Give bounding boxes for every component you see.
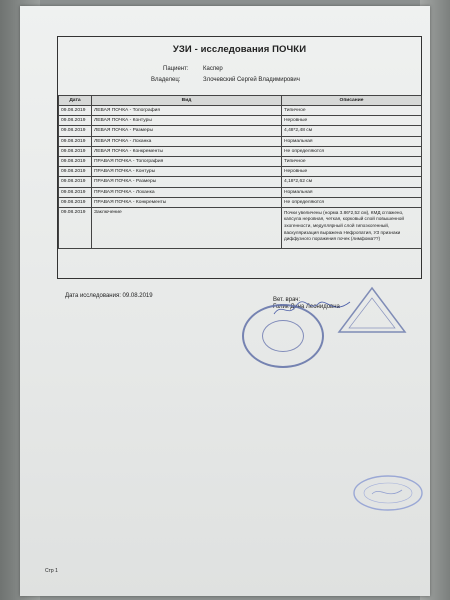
header-description: Описание <box>282 96 422 106</box>
cell-description: Типичное <box>282 106 422 116</box>
cell-date: 09.08.2019 <box>59 146 92 156</box>
oval-stamp <box>352 474 424 512</box>
cell-date: 09.08.2019 <box>59 156 92 166</box>
patient-label: Пациент: <box>163 66 189 72</box>
header-date: Дата <box>59 96 92 106</box>
cell-description: Не определяются <box>282 197 422 207</box>
cell-date: 09.08.2019 <box>59 177 92 187</box>
cell-type: ЛЕВАЯ ПОЧКА - Топография <box>92 106 282 116</box>
cell-type: ЛЕВАЯ ПОЧКА - Контуры <box>92 116 282 126</box>
round-stamp <box>242 304 324 368</box>
cell-date: 09.08.2019 <box>59 207 92 248</box>
cell-date: 09.08.2019 <box>59 126 92 136</box>
vet-name: Голик Дина Леонидовна <box>273 304 340 310</box>
paper-sheet <box>20 6 430 596</box>
table-row <box>59 156 422 166</box>
cell-type: ЛЕВАЯ ПОЧКА - Конкременты <box>92 146 282 156</box>
cell-date: 09.08.2019 <box>59 187 92 197</box>
table-row <box>59 146 422 156</box>
table-row <box>59 116 422 126</box>
patient-value: Каспер <box>203 66 223 72</box>
header-type: Вид <box>92 96 282 106</box>
cell-description: Нормальная <box>282 136 422 146</box>
table-row <box>59 106 422 116</box>
cell-date: 09.08.2019 <box>59 106 92 116</box>
cell-description: Неровные <box>282 116 422 126</box>
table-row <box>59 136 422 146</box>
round-stamp-inner <box>262 320 304 352</box>
table-row <box>59 167 422 177</box>
cell-description: Неровные <box>282 167 422 177</box>
cell-date: 09.08.2019 <box>59 197 92 207</box>
cell-description: Типичное <box>282 156 422 166</box>
cell-type: ЛЕВАЯ ПОЧКА - Лоханка <box>92 136 282 146</box>
cell-conclusion-text: Почки увеличены (норма 3.86*2,52 см), КМД сглажено, капсула неровная, четкая, корковый слой повышенной эхогенности, медуллярный слой гипоэхогенный, васкуляризация выражена Нефропатия, УЗ признаки диффузного поражения почек (лимфома??) <box>282 207 422 248</box>
cell-date: 09.08.2019 <box>59 136 92 146</box>
cell-description: Не определяются <box>282 146 422 156</box>
page-number: Стр 1 <box>45 568 58 574</box>
results-table <box>58 95 422 249</box>
table-row-conclusion <box>59 207 422 248</box>
cell-type: ПРАВАЯ ПОЧКА - Лоханка <box>92 187 282 197</box>
exam-date: Дата исследования: 09.08.2019 <box>65 293 153 299</box>
owner-label: Владелец: <box>151 77 181 83</box>
table-row <box>59 126 422 136</box>
table-row <box>59 177 422 187</box>
vet-label: Вет. врач: <box>273 297 301 303</box>
owner-value: Злочевский Сергей Владимирович <box>203 77 300 83</box>
cell-description: Нормальная <box>282 187 422 197</box>
cell-type: ПРАВАЯ ПОЧКА - Конкременты <box>92 197 282 207</box>
cell-type: ЛЕВАЯ ПОЧКА - Размеры <box>92 126 282 136</box>
cell-date: 09.08.2019 <box>59 116 92 126</box>
document-title: УЗИ - исследования ПОЧКИ <box>172 44 307 55</box>
cell-type: ПРАВАЯ ПОЧКА - Контуры <box>92 167 282 177</box>
table-row <box>59 187 422 197</box>
triangle-stamp <box>337 286 407 336</box>
table-row <box>59 197 422 207</box>
report-frame <box>57 36 422 279</box>
cell-type: Заключение <box>92 207 282 248</box>
cell-description: 4,18*2,62 см <box>282 177 422 187</box>
cell-date: 09.08.2019 <box>59 167 92 177</box>
cell-type: ПРАВАЯ ПОЧКА - Размеры <box>92 177 282 187</box>
cell-description: 4,48*2,48 см <box>282 126 422 136</box>
cell-type: ПРАВАЯ ПОЧКА - Топография <box>92 156 282 166</box>
table-header-row <box>59 96 422 106</box>
